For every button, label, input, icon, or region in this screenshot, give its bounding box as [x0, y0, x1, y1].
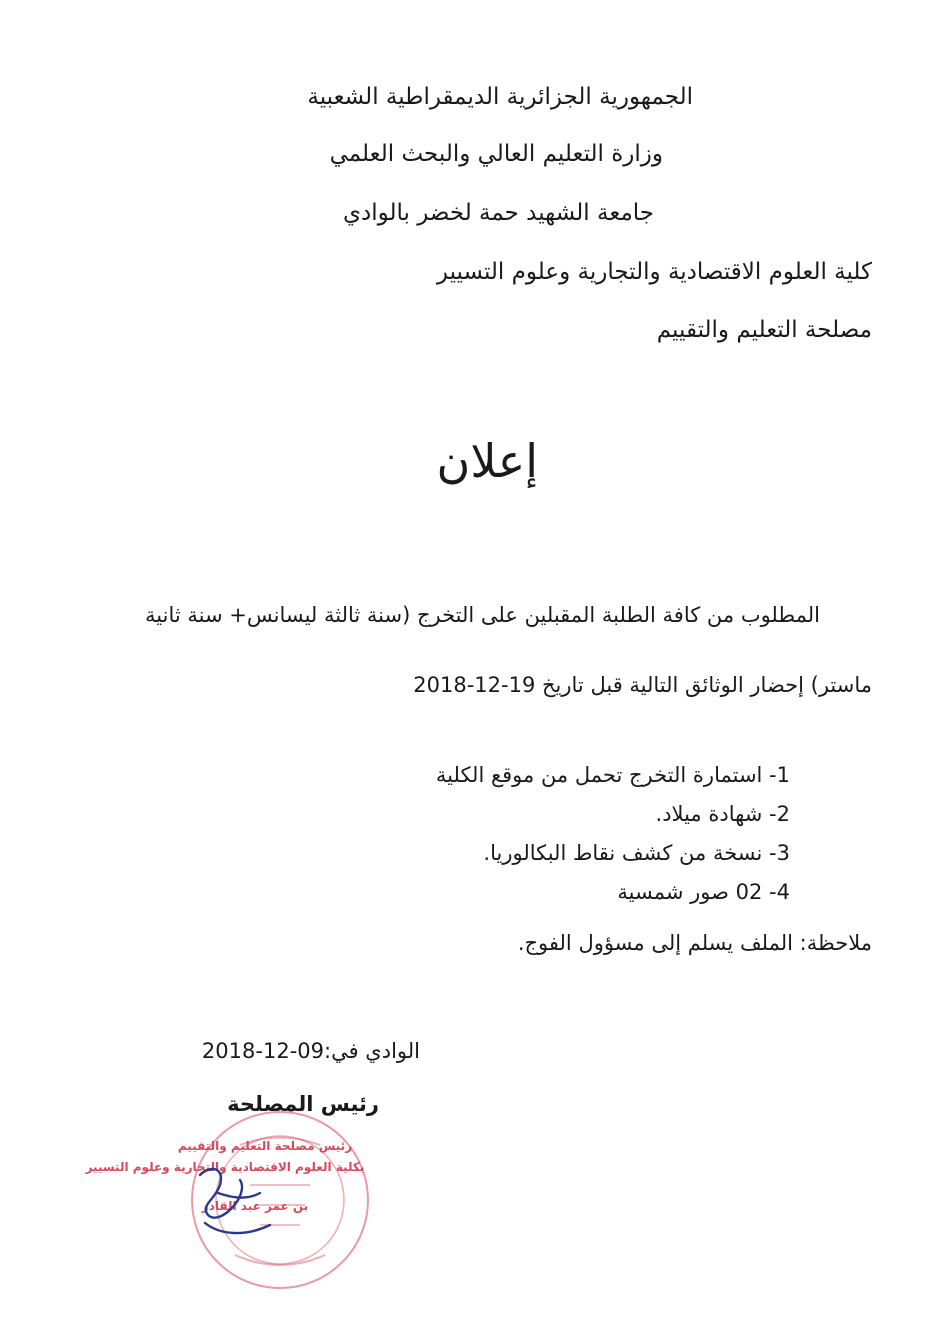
header-ministry: وزارة التعليم العالي والبحث العلمي: [329, 141, 663, 167]
documents-list: [436, 756, 790, 912]
list-item: 4- 02 صور شمسية: [617, 880, 790, 904]
header-faculty: كلية العلوم الاقتصادية والتجارية وعلوم التسيير: [436, 259, 872, 285]
place-date: الوادي في:09-12-2018: [201, 1039, 420, 1063]
header-republic: الجمهورية الجزائرية الديمقراطية الشعبية: [307, 84, 693, 110]
list-item: 1- استمارة التخرج تحمل من موقع الكلية: [435, 763, 790, 787]
header-university: جامعة الشهيد حمة لخضر بالوادي: [342, 200, 654, 226]
page-title: إعلان: [436, 434, 538, 488]
note: ملاحظة: الملف يسلم إلى مسؤول الفوج.: [517, 931, 872, 955]
signatory-title: رئيس المصلحة: [227, 1092, 379, 1116]
stamp-line-1: رئيس مصلحة التعليم والتقييم: [177, 1139, 353, 1153]
body-line-1: المطلوب من كافة الطلبة المقبلين على التخرج (سنة ثالثة ليسانس+ سنة ثانية: [145, 603, 820, 627]
list-item: 2- شهادة ميلاد.: [655, 802, 790, 826]
stamp-line-2: بكلية العلوم الاقتصادية والتجارية وعلوم التسيير: [85, 1160, 365, 1174]
body-line-2: ماستر) إحضار الوثائق التالية قبل تاريخ 19-12-2018: [413, 673, 872, 697]
official-stamp: [60, 1105, 390, 1295]
list-item: 3- نسخة من كشف نقاط البكالوريا.: [483, 841, 790, 865]
stamp-line-3: بن عمر عبد القادر: [201, 1199, 309, 1213]
header-department: مصلحة التعليم والتقييم: [656, 317, 872, 343]
